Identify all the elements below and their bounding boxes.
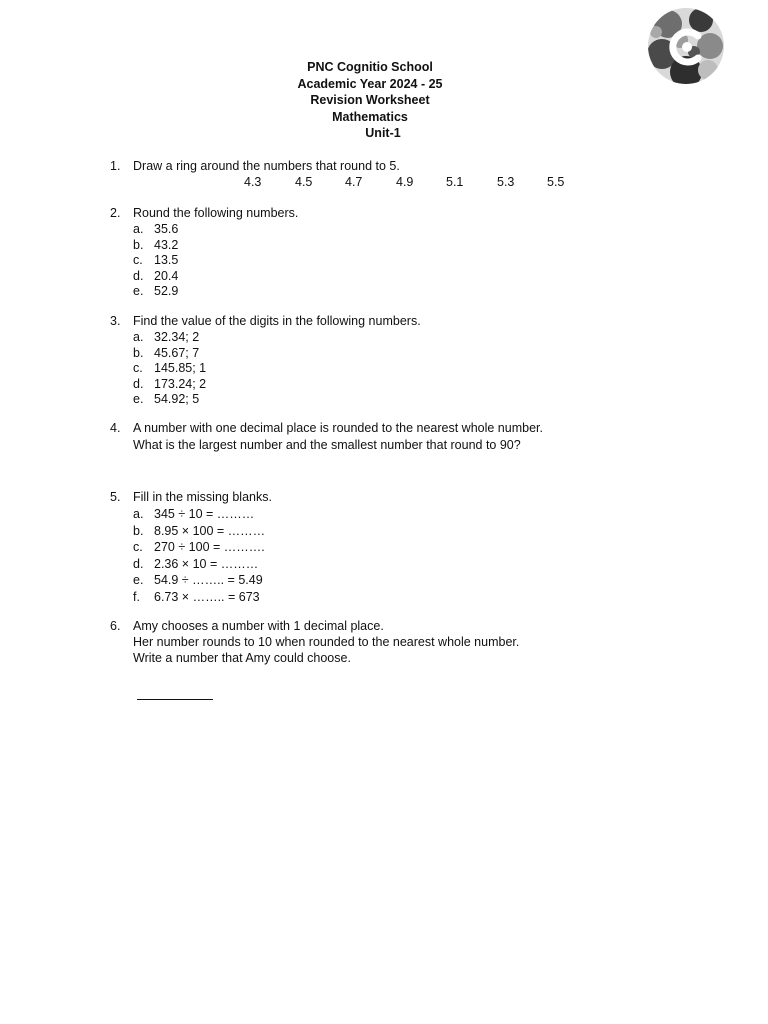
item-label: c.: [133, 253, 143, 267]
school-logo: [646, 6, 726, 86]
item-label: d.: [133, 376, 144, 391]
item-value: 8.95 × 100 = ………: [154, 523, 266, 538]
number-option: 5.1: [446, 175, 464, 189]
question-1: [110, 158, 710, 192]
item-label: e.: [133, 284, 144, 298]
list-item: [133, 572, 713, 589]
question-text: Round the following numbers.: [133, 206, 299, 220]
list-item: [133, 268, 713, 284]
list-item: [133, 523, 713, 540]
question-text-line-2: Her number rounds to 10 when rounded to the nearest whole number.: [133, 635, 520, 649]
number-option: 5.5: [547, 175, 565, 189]
item-label: d.: [133, 556, 144, 571]
question-text-line-1: Amy chooses a number with 1 decimal place.: [133, 619, 384, 633]
question-text: Find the value of the digits in the following numbers.: [133, 314, 421, 328]
item-value: 43.2: [154, 237, 179, 252]
list-item: [133, 589, 713, 606]
item-label: c.: [133, 361, 143, 375]
list-item: [133, 329, 713, 345]
item-value: 6.73 × …….. = 673: [154, 589, 260, 604]
question-4: [110, 420, 710, 454]
number-option: 4.5: [295, 175, 313, 189]
item-label: d.: [133, 268, 144, 283]
worksheet-header: [230, 59, 510, 142]
list-item: [133, 376, 713, 392]
item-value: 145.85; 1: [154, 361, 207, 375]
question-text: Draw a ring around the numbers that round to 5.: [133, 159, 400, 173]
item-label: f.: [133, 589, 140, 604]
sub-question-list: [133, 329, 713, 407]
number-option: 4.9: [396, 175, 414, 189]
worksheet-title: Revision Worksheet: [310, 93, 430, 108]
item-value: 2.36 × 10 = ………: [154, 556, 259, 571]
list-item: [133, 360, 713, 376]
number-option: 5.3: [497, 175, 515, 189]
question-text-line-3: Write a number that Amy could choose.: [133, 651, 351, 665]
list-item: [133, 506, 713, 523]
item-label: e.: [133, 392, 144, 406]
item-value: 35.6: [154, 222, 179, 236]
question-text-line-2: What is the largest number and the smallest number that round to 90?: [133, 438, 521, 452]
list-item: [133, 283, 713, 299]
item-value: 54.92; 5: [154, 392, 200, 406]
answer-blank-line: [137, 699, 213, 700]
item-value: 54.9 ÷ …….. = 5.49: [154, 573, 263, 588]
question-text-line-1: A number with one decimal place is rounded to the nearest whole number.: [133, 421, 543, 435]
subject-title: Mathematics: [332, 109, 408, 124]
list-item: [133, 221, 713, 237]
item-label: c.: [133, 540, 143, 555]
list-item: [133, 556, 713, 573]
list-item: [133, 252, 713, 268]
question-number: 2.: [110, 206, 121, 220]
school-name: PNC Cognitio School: [307, 60, 433, 74]
list-item: [133, 237, 713, 253]
item-label: e.: [133, 573, 144, 588]
question-text: Fill in the missing blanks.: [133, 490, 272, 504]
item-label: a.: [133, 507, 144, 521]
item-value: 45.67; 7: [154, 345, 200, 360]
item-value: 345 ÷ 10 = ………: [154, 507, 255, 521]
item-value: 20.4: [154, 268, 179, 283]
sub-question-list: [133, 506, 713, 606]
item-value: 13.5: [154, 253, 179, 267]
question-number: 1.: [110, 159, 121, 173]
item-value: 32.34; 2: [154, 330, 200, 344]
item-value: 173.24; 2: [154, 376, 207, 391]
question-number: 4.: [110, 421, 121, 435]
question-6: [110, 618, 710, 668]
number-option: 4.3: [244, 175, 262, 189]
item-label: a.: [133, 330, 144, 344]
question-2: [110, 205, 710, 300]
list-item: [133, 345, 713, 361]
question-number: 5.: [110, 490, 121, 504]
question-5: [110, 489, 710, 604]
list-item: [133, 391, 713, 407]
list-item: [133, 539, 713, 556]
item-value: 270 ÷ 100 = ……….: [154, 540, 265, 555]
number-option: 4.7: [345, 175, 363, 189]
item-label: b.: [133, 523, 144, 538]
number-options-row: [110, 174, 710, 190]
academic-year: Academic Year 2024 - 25: [297, 76, 443, 91]
sub-question-list: [133, 221, 713, 299]
item-label: a.: [133, 222, 144, 236]
item-label: b.: [133, 237, 144, 252]
item-label: b.: [133, 345, 144, 360]
question-number: 3.: [110, 314, 121, 328]
item-value: 52.9: [154, 284, 179, 298]
question-number: 6.: [110, 619, 121, 633]
question-3: [110, 313, 710, 408]
unit-title: Unit-1: [365, 126, 401, 141]
